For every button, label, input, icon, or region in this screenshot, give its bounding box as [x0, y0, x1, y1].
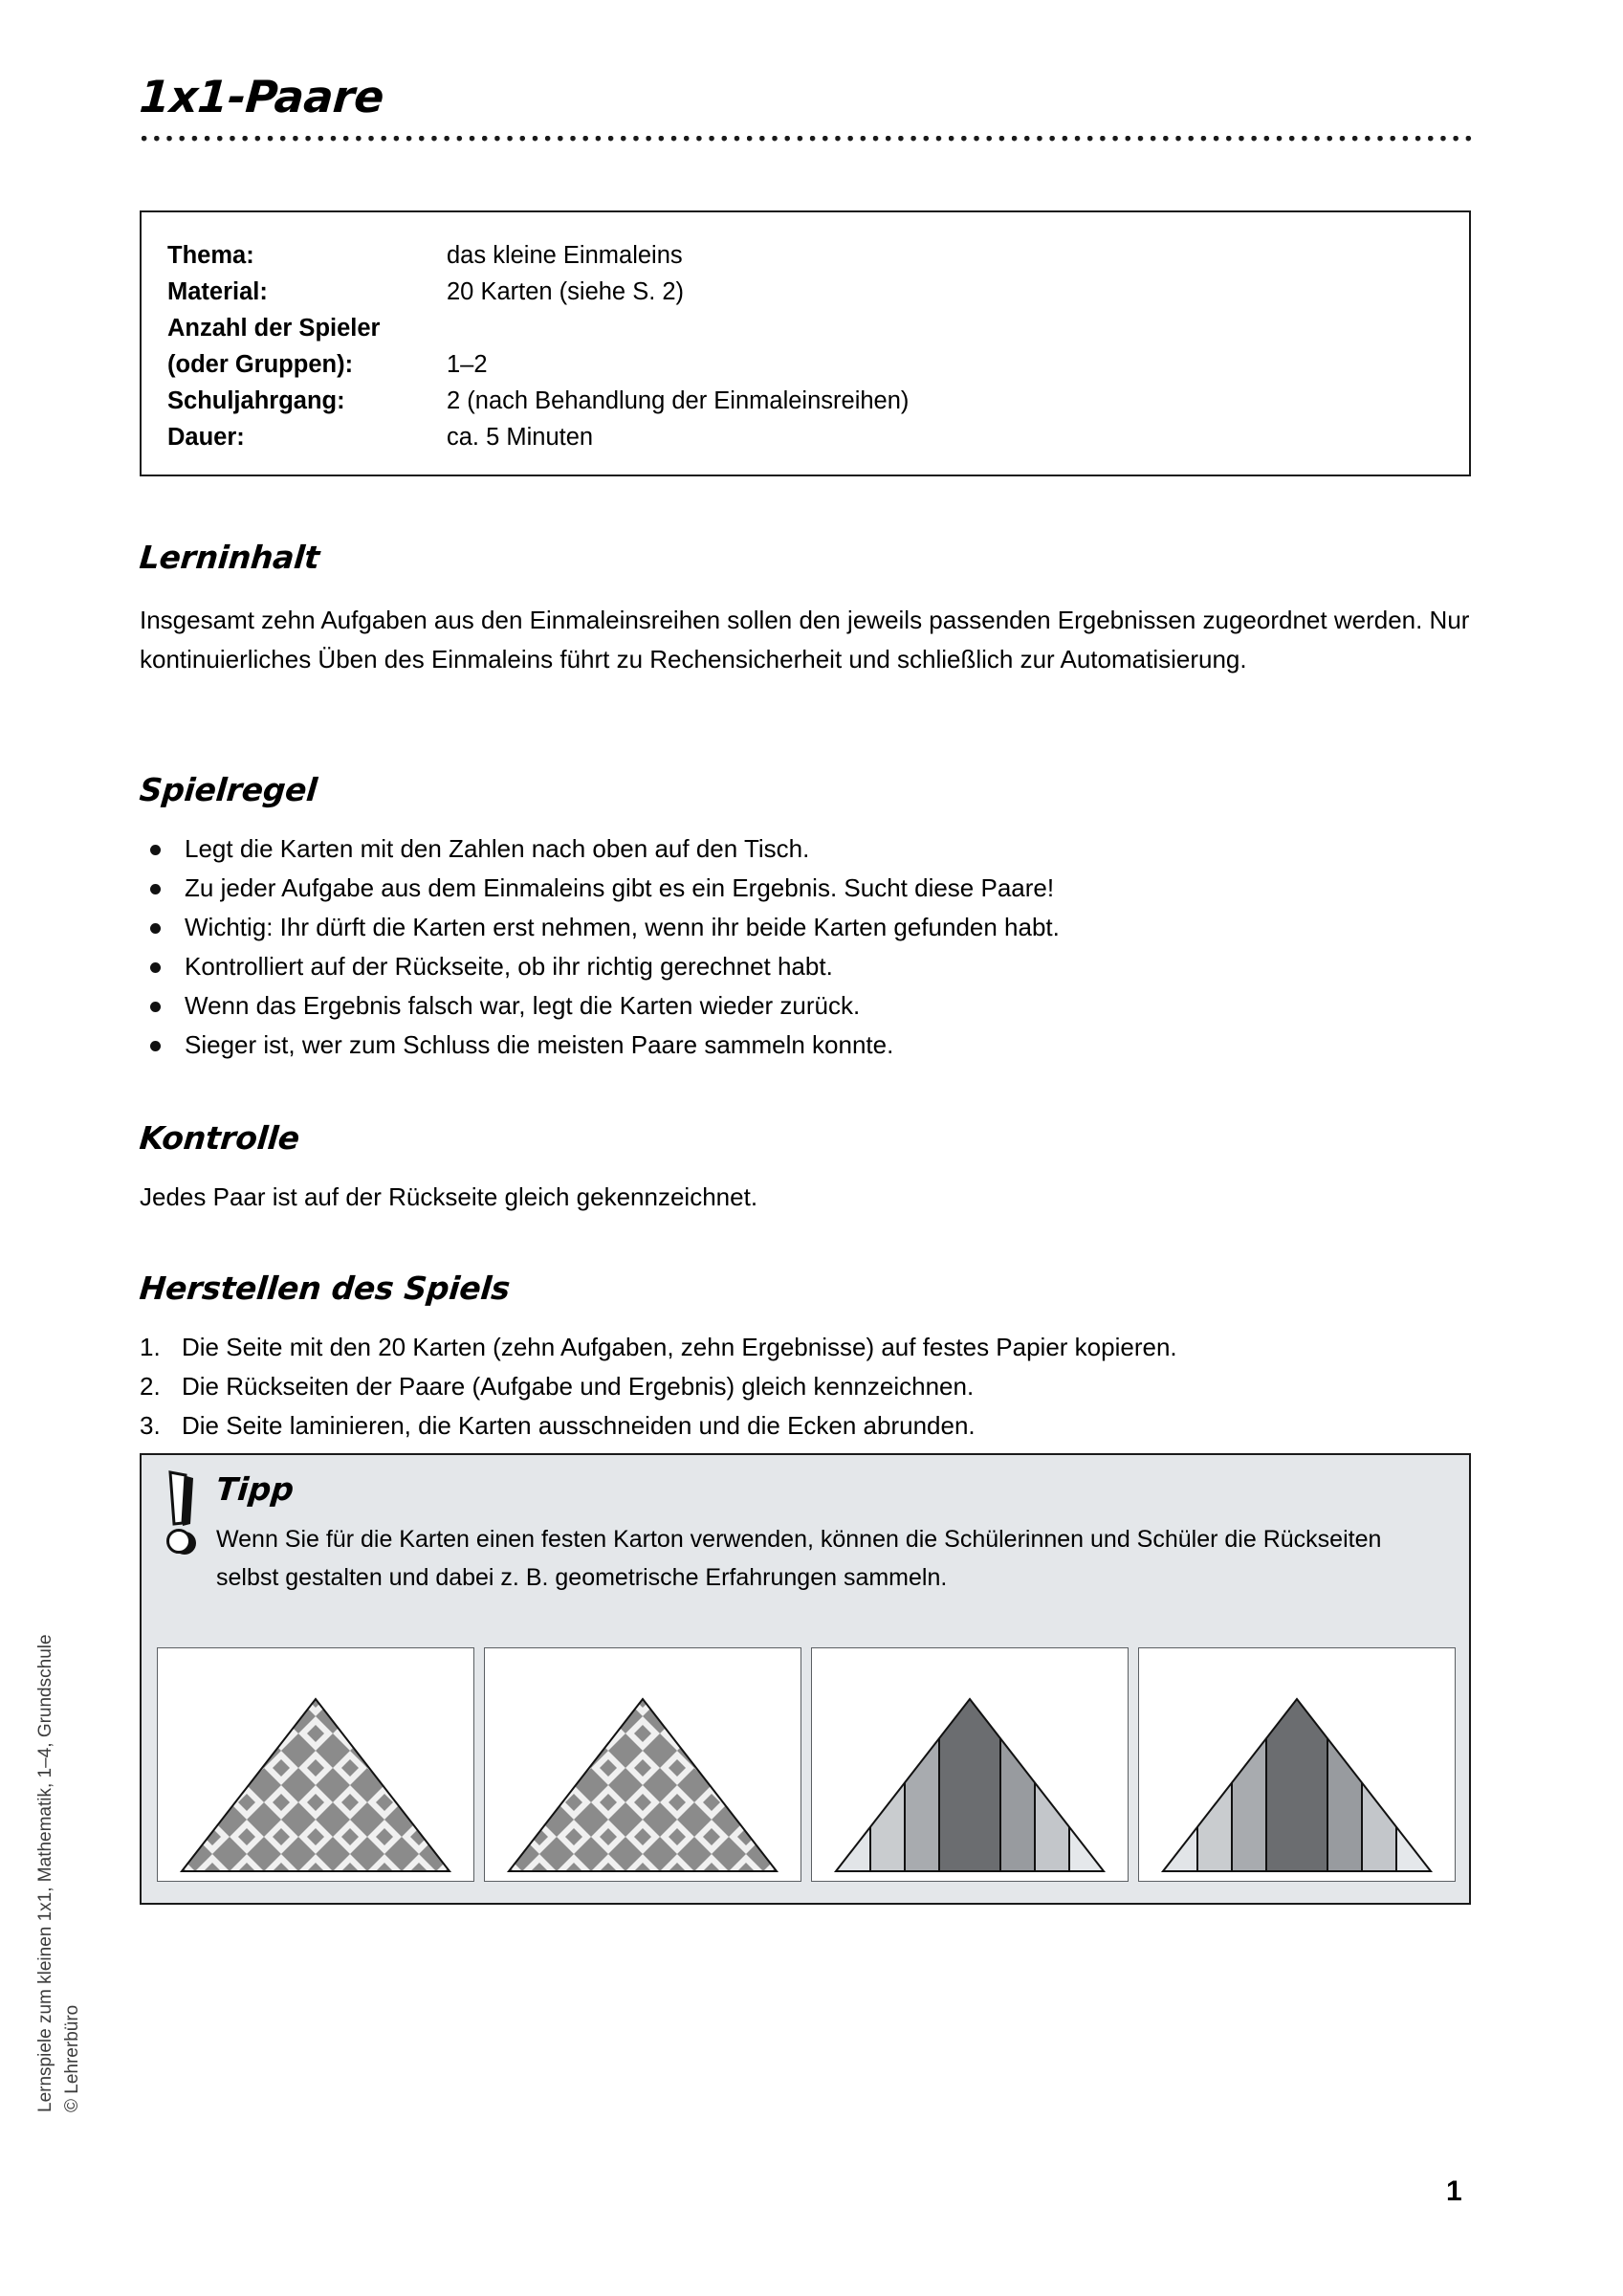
herstellen-list — [140, 1328, 1177, 1446]
list-item — [143, 869, 1060, 908]
list-item-text: Zu jeder Aufgabe aus dem Einmaleins gibt es ein Ergebnis. Sucht diese Paare! — [185, 873, 1055, 902]
info-label: (oder Gruppen): — [167, 351, 354, 378]
list-item-text: Die Seite laminieren, die Karten ausschneiden und die Ecken abrunden. — [182, 1411, 976, 1440]
side-credit — [33, 1519, 86, 2112]
triangle-card-striped-2 — [1138, 1647, 1456, 1882]
page-number: 1 — [1446, 2175, 1462, 2207]
info-label: Schuljahrgang: — [167, 387, 345, 414]
info-label: Dauer: — [167, 424, 245, 451]
list-item — [140, 1328, 1177, 1367]
info-row — [167, 237, 909, 274]
triangle-card-striped-1 — [811, 1647, 1129, 1882]
list-item-text: Kontrolliert auf der Rückseite, ob ihr richtig gerechnet habt. — [185, 952, 833, 981]
triangle-diamond-pattern-2 — [499, 1689, 786, 1881]
info-table — [167, 237, 909, 455]
list-item — [140, 1406, 1177, 1446]
info-row — [167, 419, 909, 455]
section-heading-lerninhalt: Lerninhalt — [138, 539, 321, 576]
list-item — [143, 1026, 1060, 1065]
info-label: Thema: — [167, 242, 254, 269]
exclamation-mark-icon — [161, 1468, 207, 1560]
section-heading-kontrolle: Kontrolle — [138, 1119, 301, 1157]
kontrolle-text: Jedes Paar ist auf der Rückseite gleich gekennzeichnet. — [140, 1182, 758, 1211]
section-heading-herstellen: Herstellen des Spiels — [138, 1269, 512, 1307]
info-value: 2 (nach Behandlung der Einmaleinsreihen) — [447, 387, 910, 414]
tipp-box — [140, 1453, 1471, 1905]
triangle-striped-pattern-1 — [826, 1689, 1113, 1881]
side-credit-line-1: Lernspiele zum kleinen 1x1, Mathematik, 1–4, Grundschule — [35, 1634, 55, 2112]
triangle-card-diamond-2 — [484, 1647, 801, 1882]
list-item-number: 1. — [140, 1333, 161, 1361]
list-item — [143, 986, 1060, 1026]
side-credit-line-2: © Lehrerbüro — [62, 2004, 82, 2112]
tipp-card-gallery — [157, 1647, 1456, 1882]
info-label: Anzahl der Spieler — [167, 315, 381, 342]
section-heading-spielregel: Spielregel — [138, 771, 319, 808]
list-item — [143, 947, 1060, 986]
info-row — [167, 310, 909, 346]
info-value: ca. 5 Minuten — [447, 424, 594, 451]
tipp-heading: Tipp — [214, 1470, 296, 1508]
triangle-card-diamond-1 — [157, 1647, 474, 1882]
info-row — [167, 383, 909, 419]
list-item-text: Wichtig: Ihr dürft die Karten erst nehmen, wenn ihr beide Karten gefunden habt. — [185, 913, 1060, 941]
list-item — [143, 908, 1060, 947]
list-item-text: Die Seite mit den 20 Karten (zehn Aufgaben, zehn Ergebnisse) auf festes Papier kopieren. — [182, 1333, 1177, 1361]
list-item-text: Die Rückseiten der Paare (Aufgabe und Ergebnis) gleich kennzeichnen. — [182, 1372, 975, 1401]
list-item-number: 2. — [140, 1372, 161, 1401]
list-item-text: Legt die Karten mit den Zahlen nach oben auf den Tisch. — [185, 834, 810, 863]
list-item — [140, 1367, 1177, 1406]
info-value: 20 Karten (siehe S. 2) — [447, 278, 685, 305]
lerninhalt-text: Insgesamt zehn Aufgaben aus den Einmaleinsreihen sollen den jeweils passenden Ergebnissen zugeordnet werden. Nur kontinuierliches Üben des Einmaleins führt zu Rechensicherheit und schließlich zur Automatisierung. — [140, 606, 1470, 673]
list-item-number: 3. — [140, 1411, 161, 1440]
info-value: das kleine Einmaleins — [447, 242, 683, 269]
info-value: 1–2 — [447, 351, 488, 378]
info-row — [167, 346, 909, 383]
list-item — [143, 829, 1060, 869]
triangle-striped-pattern-2 — [1153, 1689, 1440, 1881]
list-item-text: Sieger ist, wer zum Schluss die meisten Paare sammeln konnte. — [185, 1030, 894, 1059]
info-row — [167, 274, 909, 310]
tipp-text: Wenn Sie für die Karten einen festen Karton verwenden, können die Schülerinnen und Schüler die Rückseiten selbst gestalten und dabei z. B. geometrische Erfahrungen sammeln. — [216, 1526, 1382, 1591]
triangle-diamond-pattern-1 — [172, 1689, 459, 1881]
list-item-text: Wenn das Ergebnis falsch war, legt die Karten wieder zurück. — [185, 991, 861, 1020]
title-dotted-rule — [142, 136, 1475, 144]
info-box — [140, 210, 1471, 476]
info-label: Material: — [167, 278, 268, 305]
spielregel-list — [143, 829, 1060, 1065]
page-title: 1x1-Paare — [138, 71, 385, 122]
